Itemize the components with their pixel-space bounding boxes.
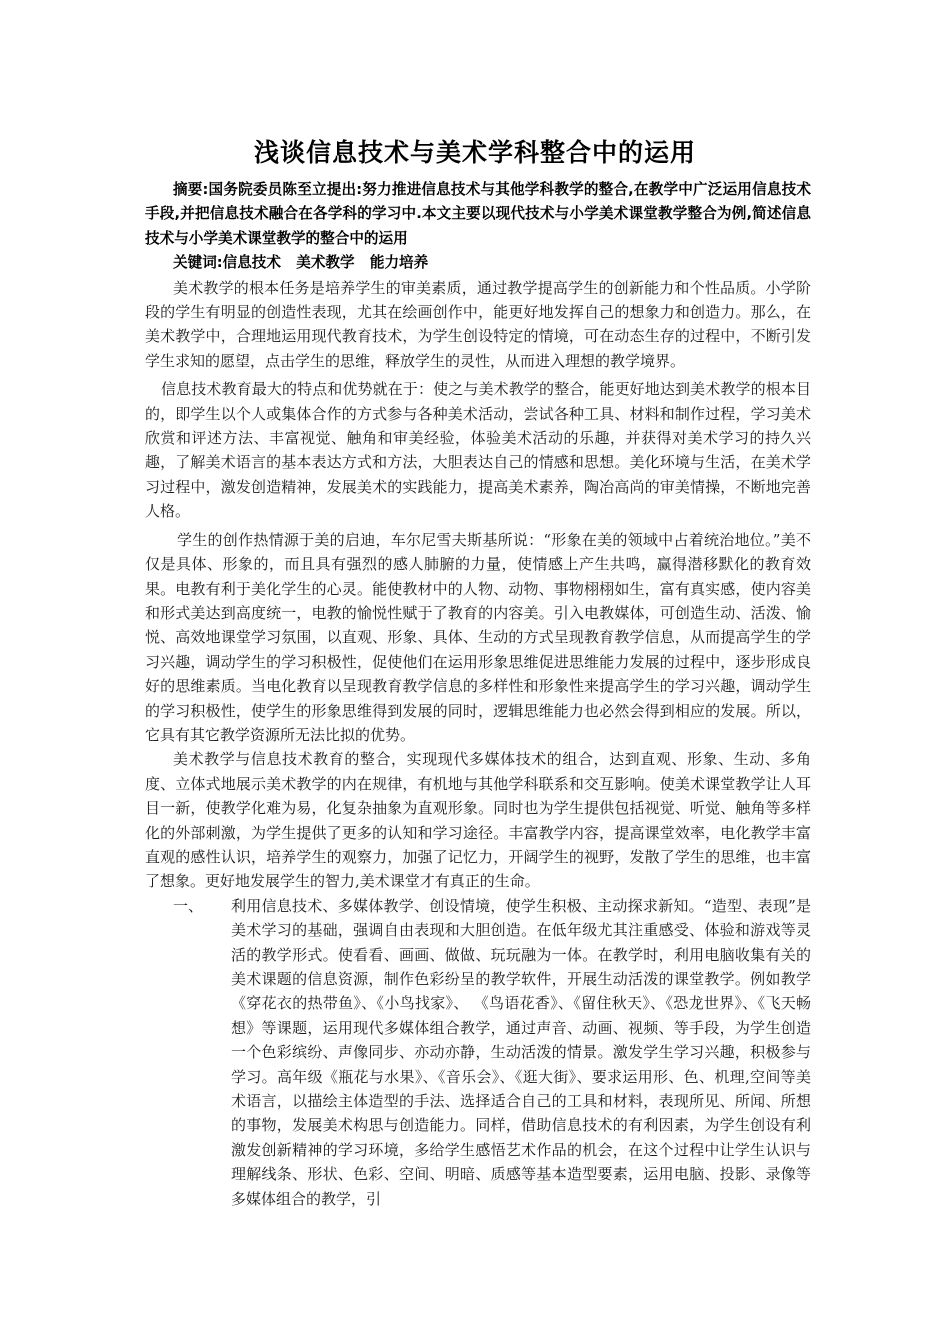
paragraph-2: 信息技术教育最大的特点和优势就在于：使之与美术教学的整合，能更好地达到美术教学的根本目的，即学生以个人或集体合作的方式参与各种美术活动，尝试各种工具、材料和制作过程，学习美术欣赏和评述方法、丰富视觉、触角和审美经验，体验美术活动的乐趣，并获得对美术学习的持久兴趣，了解美术语言的基本表达方式和方法，大胆表达自己的情感和思想。美化环境与生活，在美术学习过程中，激发创造精神，发展美术的实践能力，提高美术素养，陶冶高尚的审美情操，不断地完善人格。 [145, 380, 811, 521]
keywords: 关键词:信息技术 美术教学 能力培养 [173, 254, 429, 272]
page-title: 浅谈信息技术与美术学科整合中的运用 [253, 138, 696, 167]
list-item-text: 利用信息技术、多媒体教学、创设情境，使学生积极、主动探求新知。“造型、表现”是美术学习的基础，强调自由表现和大胆创造。在低年级尤其注重感受、体验和游戏等灵活的教学形式。使看看、画画、做做、玩玩融为一体。在教学时，利用电脑收集有关的美术课题的信息资源，制作色彩纷呈的教学软件，开展生动活泼的课堂教学。例如教学《穿花衣的热带鱼》、《小鸟找家》、 《鸟语花香》、《留住秋天》、《恐龙世界》、《飞天畅想》等课题，运用现代多媒体组合教学，通过声音、动画、视频、等手段，为学生创造一个色彩缤纷、声像同步、亦动亦静，生动活泼的情景。激发学生学习兴趣，积极参与学习。高年级《瓶花与水果》、《音乐会》、《逛大街》、要求运用形、色、机理,空间等美术语言，以描绘主体造型的手法、选择适合自己的工具和材料，表现所见、所闻、所想的事物，发展美术构思与创造能力。同样，借助信息技术的有利因素，为学生创设有利激发创新精神的学习环境，多给学生感悟艺术作品的机会，在这个过程中让学生认识与理解线条、形状、色彩、空间、明暗、质感等基本造型要素，运用电脑、投影、录像等多媒体组合的教学，引 [231, 896, 811, 1208]
list-item-1 [145, 894, 811, 1211]
document-body [145, 178, 811, 1211]
list-marker: 一、 [173, 896, 204, 915]
paragraph-1: 美术教学的根本任务是培养学生的审美素质，通过教学提高学生的创新能力和个性品质。小学阶段的学生有明显的创造性表现，尤其在绘画创作中，能更好地发挥自己的想象力和创造力。那么，在美术教学中，合理地运用现代教育技术，为学生创设特定的情境，可在动态生存的过程中，不断引发学生求知的愿望，点击学生的思维，释放学生的灵性，从而进入理想的教学境界。 [145, 278, 811, 370]
abstract: 摘要:国务院委员陈至立提出:努力推进信息技术与其他学科教学的整合,在教学中广泛运用信息技术手段,并把信息技术融合在各学科的学习中.本文主要以现代技术与小学美术课堂教学整合为例,简述信息技术与小学美术课堂教学的整合中的运用 [145, 181, 811, 247]
paragraph-3: 学生的创作热情源于美的启迪，车尔尼雪夫斯基所说：“形象在美的领域中占着统治地位。”美不仅是具体、形象的，而且具有强烈的感人肺腑的力量，使情感上产生共鸣，赢得潜移默化的教育效果。电教有利于美化学生的心灵。能使教材中的人物、动物、事物栩栩如生，富有真实感，使内容美和形式美达到高度统一，电教的愉悦性赋于了教育的内容美。引入电教媒体，可创造生动、活泼、愉悦、高效地课堂学习氛围，以直观、形象、具体、生动的方式呈现教育教学信息，从而提高学生的学习兴趣，调动学生的学习积极性，促使他们在运用形象思维促进思维能力发展的过程中，逐步形成良好的思维素质。当电化教育以呈现教育教学信息的多样性和形象性来提高学生的学习兴趣，调动学生的学习积极性，使学生的形象思维得到发展的同时，逻辑思维能力也必然会得到相应的发展。所以，它具有其它教学资源所无法比拟的优势。 [145, 530, 811, 744]
paragraph-4: 美术教学与信息技术教育的整合，实现现代多媒体技术的组合，达到直观、形象、生动、多角度、立体式地展示美术教学的内在规律，有机地与其他学科联系和交互影响。使美术课堂教学让人耳目一新，使教学化难为易，化复杂抽象为直观形象。同时也为学生提供包括视觉、听觉、触角等多样化的外部刺激，为学生提供了更多的认知和学习途径。丰富教学内容，提高课堂效率，电化教学丰富直观的感性认识，培养学生的观察力，加强了记忆力，开阔学生的视野，发散了学生的思维，也丰富了想象。更好地发展学生的智力,美术课堂才有真正的生命。 [145, 750, 811, 891]
